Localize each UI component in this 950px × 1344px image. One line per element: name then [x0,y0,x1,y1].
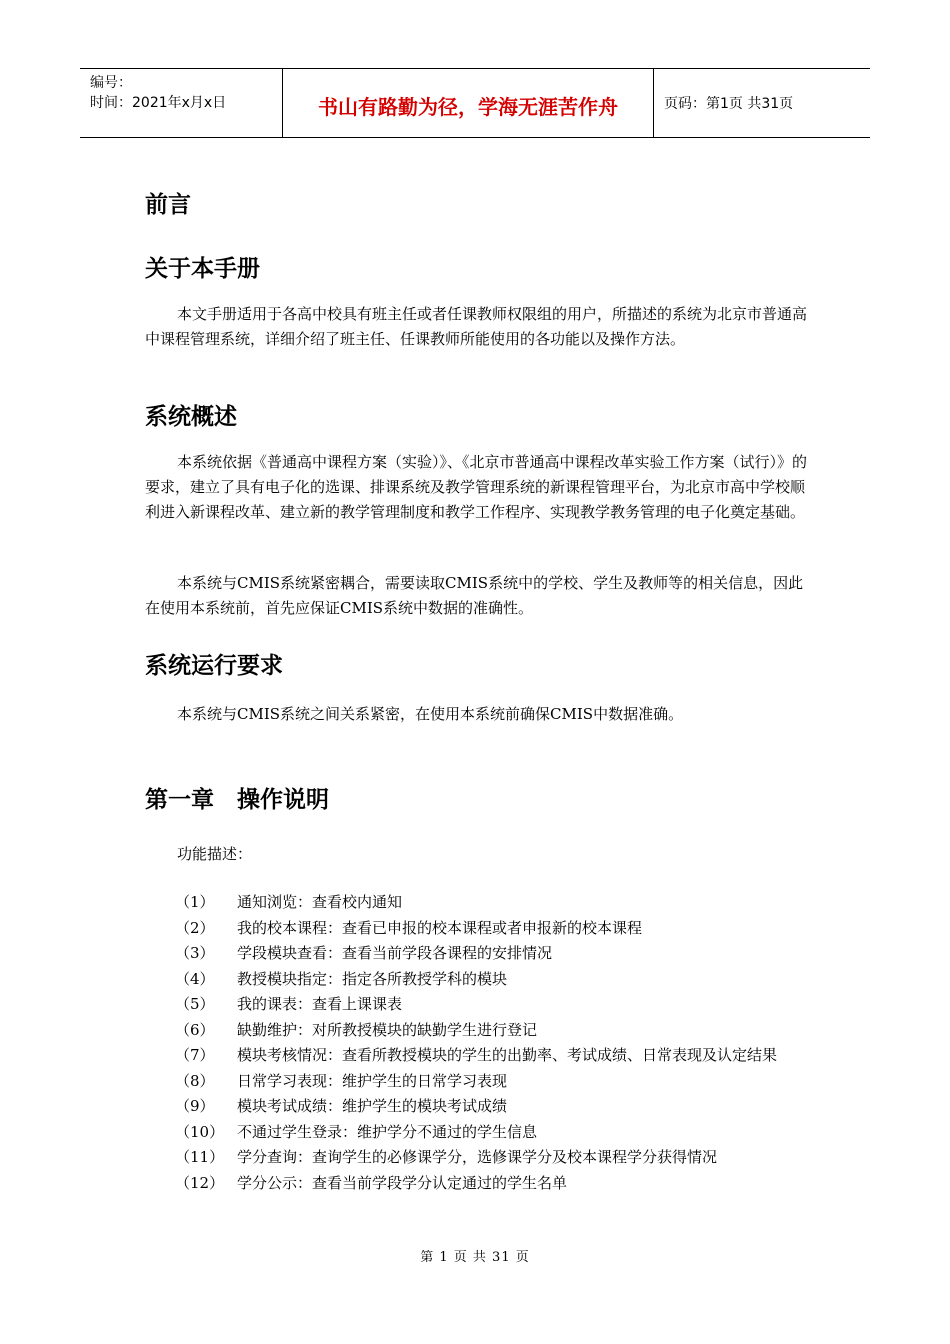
header-motto: 书山有路勤为径，学海无涯苦作舟 [282,69,654,137]
header-page-label: 页码：第1页 共31页 [664,96,794,112]
requirements-paragraph: 本系统与CMIS系统之间关系紧密，在使用本系统前确保CMIS中数据准确。 [177,705,684,723]
list-item: （12） 学分公示：查看当前学段学分认定通过的学生名单 [175,1173,568,1192]
page-header [80,68,870,138]
about-paragraph: 本文手册适用于各高中校具有班主任或者任课教师权限组的用户，所描述的系统为北京市普通高中课程管理系统，详细介绍了班主任、任课教师所能使用的各功能以及操作方法。 [145,305,808,348]
overview-paragraph-2: 本系统与CMIS系统紧密耦合，需要读取CMIS系统中的学校、学生及教师等的相关信息，因此在使用本系统前，首先应保证CMIS系统中数据的准确性。 [145,574,804,617]
list-item: （7） 模块考核情况：查看所教授模块的学生的出勤率、考试成绩、日常表现及认定结果 [175,1046,778,1064]
overview-heading: 系统概述 [145,404,237,430]
list-item: （9） 模块考试成绩：维护学生的模块考试成绩 [175,1097,508,1115]
list-item: （11） 学分查询：查询学生的必修课学分，选修课学分及校本课程学分获得情况 [175,1148,718,1166]
number-label: 编号： [90,75,132,91]
chapter-heading: 第一章 操作说明 [145,787,329,813]
list-item: （5） 我的课表：查看上课课表 [175,995,403,1013]
list-item: （1） 通知浏览：查看校内通知 [175,893,403,911]
requirements-heading: 系统运行要求 [145,653,283,679]
header-meta [80,69,282,137]
function-list [175,890,815,1196]
list-item: （2） 我的校本课程：查看已申报的校本课程或者申报新的校本课程 [175,918,643,937]
about-heading: 关于本手册 [145,256,260,282]
overview-paragraph-1: 本系统依据《普通高中课程方案（实验）》、《北京市普通高中课程改革实验工作方案（试行）》的要求，建立了具有电子化的选课、排课系统及教学管理系统的新课程管理平台，为北京市高中学校顺利进入新课程改革、建立新的教学管理制度和教学工作程序、实现教学教务管理的电子化奠定基础。 [145,453,808,521]
list-item: （4） 教授模块指定：指定各所教授学科的模块 [175,969,508,988]
time-label: 时间：2021年x月x日 [90,95,227,111]
preface-heading: 前言 [145,192,191,218]
list-item: （10） 不通过学生登录：维护学分不通过的学生信息 [175,1122,538,1141]
function-label: 功能描述： [177,845,253,863]
list-item: （8） 日常学习表现：维护学生的日常学习表现 [175,1071,508,1090]
page-footer: 第 1 页 共 31 页 [420,1250,530,1265]
list-item: （3） 学段模块查看：查看当前学段各课程的安排情况 [175,944,553,962]
list-item: （6） 缺勤维护：对所教授模块的缺勤学生进行登记 [175,1020,538,1039]
